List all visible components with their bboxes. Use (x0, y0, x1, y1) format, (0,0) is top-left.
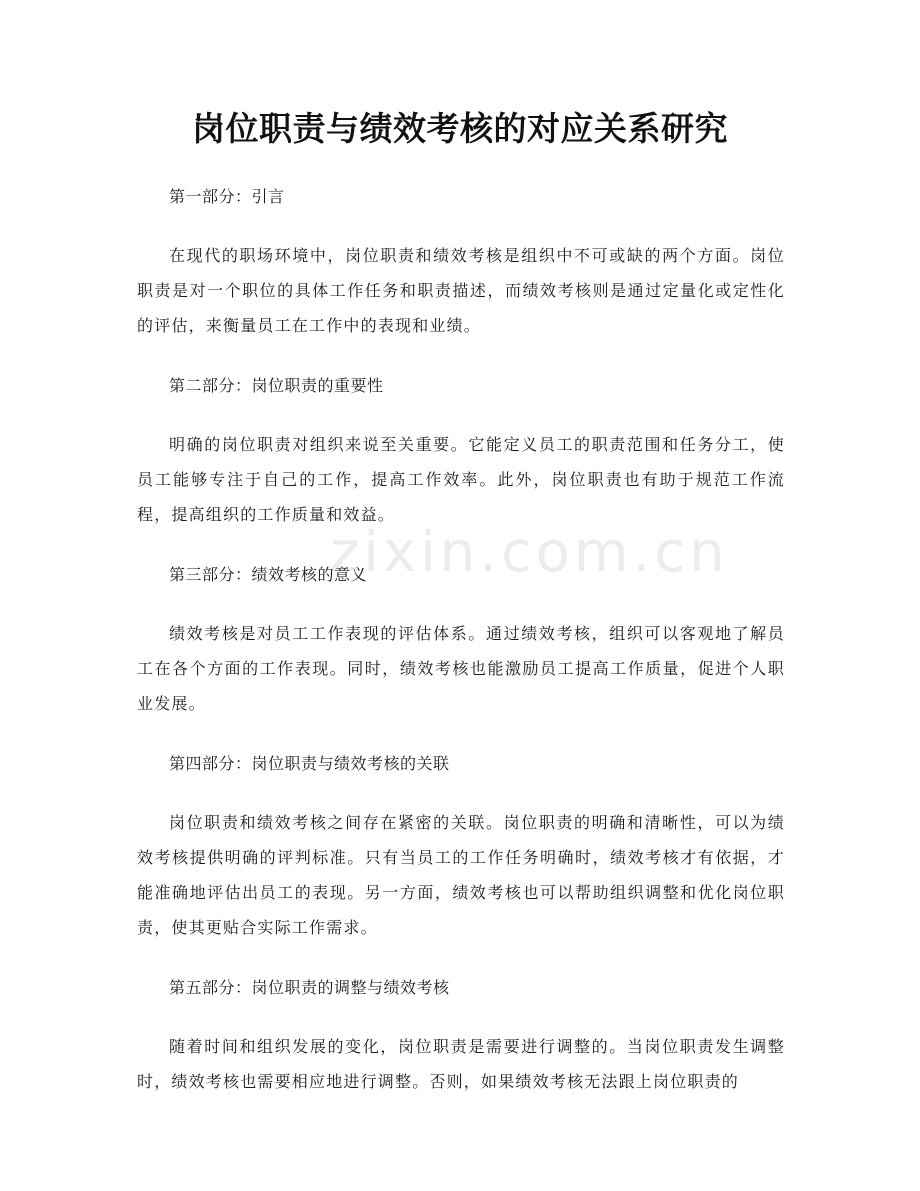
section-paragraph: 明确的岗位职责对组织来说至关重要。它能定义员工的职责范围和任务分工，使员工能够专注于自己的工作，提高工作效率。此外，岗位职责也有助于规范工作流程，提高组织的工作质量和效益。 (137, 435, 785, 524)
section-heading: 第五部分：岗位职责的调整与绩效考核 (169, 978, 450, 997)
document-title: 岗位职责与绩效考核的对应关系研究 (192, 109, 728, 148)
section-paragraph: 随着时间和组织发展的变化，岗位职责是需要进行调整的。当岗位职责发生调整时，绩效考核也需要相应地进行调整。否则，如果绩效考核无法跟上岗位职责的 (137, 1037, 785, 1091)
section-heading: 第四部分：岗位职责与绩效考核的关联 (169, 754, 450, 773)
section-intro (137, 180, 785, 343)
document-body (137, 180, 785, 1125)
section-paragraph: 绩效考核是对员工工作表现的评估体系。通过绩效考核，组织可以客观地了解员工在各个方面的工作表现。同时，绩效考核也能激励员工提高工作质量，促进个人职业发展。 (137, 624, 785, 713)
section-paragraph: 岗位职责和绩效考核之间存在紧密的关联。岗位职责的明确和清晰性，可以为绩效考核提供明确的评判标准。只有当员工的工作任务明确时，绩效考核才有依据，才能准确地评估出员工的表现。另一方面，绩效考核也可以帮助组织调整和优化岗位职责，使其更贴合实际工作需求。 (137, 813, 785, 937)
section-job-duties-importance (137, 369, 785, 532)
section-heading: 第一部分：引言 (169, 187, 285, 206)
section-heading: 第三部分：绩效考核的意义 (169, 565, 368, 584)
section-adjustment (137, 971, 785, 1099)
watermark: zixin.com.cn (330, 520, 729, 585)
section-paragraph: 在现代的职场环境中，岗位职责和绩效考核是组织中不可或缺的两个方面。岗位职责是对一个职位的具体工作任务和职责描述，而绩效考核则是通过定量化或定性化的评估，来衡量员工在工作中的表现和业绩。 (137, 246, 785, 335)
section-relationship (137, 747, 785, 945)
section-performance-meaning (137, 558, 785, 721)
section-heading: 第二部分：岗位职责的重要性 (169, 376, 384, 395)
